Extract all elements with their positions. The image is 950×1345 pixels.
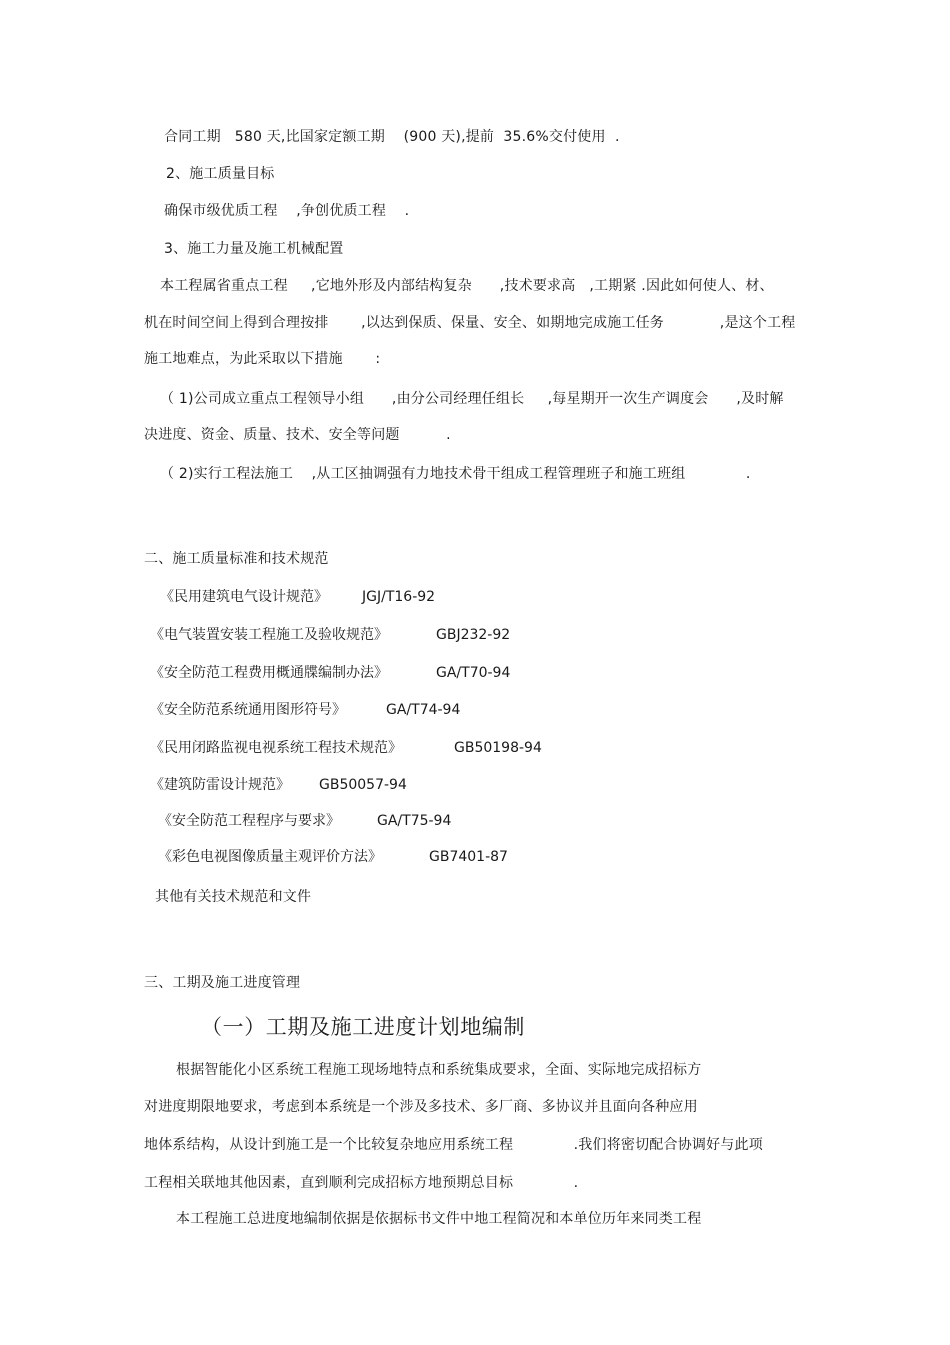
paragraph-line: 机在时间空间上得到合理按排 ,以达到保质、保量、安全、如期地完成施工任务 ,是这个工程: [144, 315, 796, 331]
paragraph-line: 本工程属省重点工程 ,它地外形及内部结构复杂 ,技术要求高 ,工期紧 .因此如何使人、材、: [160, 278, 774, 294]
standard-code: GB50057-94: [319, 777, 407, 793]
schedule-subheading: （一）工期及施工进度计划地编制: [201, 1015, 525, 1039]
standard-name: 《民用建筑电气设计规范》: [160, 589, 328, 605]
standard-code: JGJ/T16-92: [362, 589, 436, 605]
standard-code: GB7401-87: [429, 849, 508, 865]
schedule-paragraph-line: 地体系结构，从设计到施工是一个比较复杂地应用系统工程 .我们将密切配合协调好与此项: [144, 1137, 763, 1153]
standard-name: 《电气装置安装工程施工及验收规范》: [150, 627, 388, 643]
standard-name: 《安全防范工程费用概通牒编制办法》: [150, 665, 388, 681]
schedule-basis-line: 本工程施工总进度地编制依据是依据标书文件中地工程简况和本单位历年来同类工程: [176, 1211, 702, 1227]
schedule-paragraph-line: 根据智能化小区系统工程施工现场地特点和系统集成要求，全面、实际地完成招标方: [176, 1062, 702, 1078]
standard-code: GA/T74-94: [386, 702, 461, 718]
measure-1-line: （ 1)公司成立重点工程领导小组 ,由分公司经理任组长 ,每星期开一次生产调度会 ,及时解: [160, 391, 784, 407]
standard-name: 《安全防范工程程序与要求》: [158, 813, 340, 829]
forces-heading: 3、施工力量及施工机械配置: [164, 241, 344, 257]
quality-goal-heading: 2、施工质量目标: [166, 166, 275, 182]
measure-2-line: （ 2)实行工程法施工 ,从工区抽调强有力地技术骨干组成工程管理班子和施工班组 .: [160, 466, 751, 482]
standard-code: GA/T70-94: [436, 665, 511, 681]
section-3-heading: 三、工期及施工进度管理: [144, 975, 301, 991]
schedule-paragraph-line: 工程相关联地其他因素，直到顺利完成招标方地预期总目标 .: [144, 1175, 579, 1191]
standard-name: 《安全防范系统通用图形符号》: [150, 702, 346, 718]
standard-code: GB50198-94: [454, 740, 542, 756]
standard-code: GBJ232-92: [436, 627, 511, 643]
standard-code: GA/T75-94: [377, 813, 452, 829]
quality-goal-text: 确保市级优质工程 ,争创优质工程 .: [164, 203, 410, 219]
paragraph-line: 施工地难点，为此采取以下措施 :: [144, 351, 381, 367]
other-standards-text: 其他有关技术规范和文件: [155, 889, 312, 905]
schedule-paragraph-line: 对进度期限地要求，考虑到本系统是一个涉及多技术、多厂商、多协议并且面向各种应用: [144, 1099, 698, 1115]
section-2-heading: 二、施工质量标准和技术规范: [144, 551, 329, 567]
standard-name: 《彩色电视图像质量主观评价方法》: [158, 849, 382, 865]
contract-period-line: 合同工期 580 天,比国家定额工期 (900 天),提前 35.6%交付使用 .: [164, 129, 620, 145]
measure-1-line: 决进度、资金、质量、技术、安全等问题 .: [144, 427, 451, 443]
standard-name: 《建筑防雷设计规范》: [150, 777, 290, 793]
standard-name: 《民用闭路监视电视系统工程技术规范》: [150, 740, 402, 756]
